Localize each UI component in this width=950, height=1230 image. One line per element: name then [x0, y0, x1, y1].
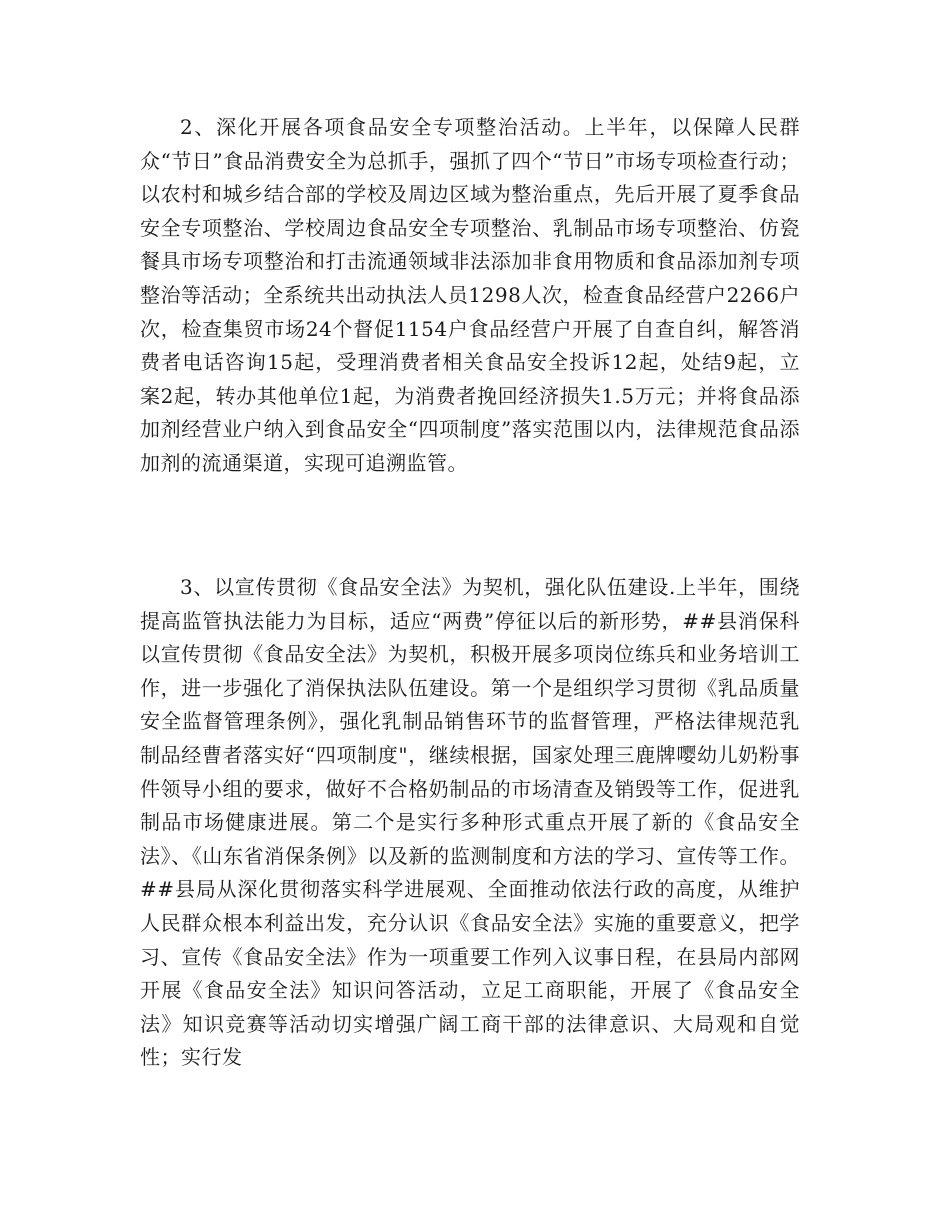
paragraph-food-safety-law-publicity: 3、以宣传贯彻《食品安全法》为契机，强化队伍建设.上半年，围绕提高监管执法能力为目标，适应“两费”停征以后的新形势，##县消保科以宣传贯彻《食品安全法》为契机，积极开展多项岗位练兵和业务培训工作，进一步强化了消保执法队伍建设。第一个是组织学习贯彻《乳品质量安全监督管理条例》，强化乳制品销售环节的监督管理，严格法律规范乳制品经曹者落实好“四项制度"，继续根据，国家处理三鹿牌嘤幼儿奶粉事件领导小组的要求，做好不合格奶制品的市场清查及销毁等工作，促进乳制品市场健康进展。第二个是实行多种形式重点开展了新的《食品安全法》、《山东省消保条例》以及新的监测制度和方法的学习、宣传等工作。##县局从深化贯彻落实科学进展观、全面推动依法行政的高度，从维护人民群众根本利益出发，充分认识《食品安全法》实施的重要意义，把学习、宣传《食品安全法》作为一项重要工作列入议事日程，在县局内部网开展《食品安全法》知识问答活动，立足工商职能，开展了《食品安全法》知识竞赛等活动切实增强广阔工商干部的法律意识、大局观和自觉性；实行发 [140, 575, 800, 1070]
paragraph-food-safety-campaign: 2、深化开展各项食品安全专项整治活动。上半年，以保障人民群众“节日”食品消费安全为总抓手，强抓了四个“节日”市场专项检查行动；以农村和城乡结合部的学校及周边区域为整治重点，先后开展了夏季食品安全专项整治、学校周边食品安全专项整治、乳制品市场专项整治、仿瓷餐具市场专项整治和打击流通领域非法添加非食用物质和食品添加剂专项整治等活动；全系统共出动执法人员1298人次，检查食品经营户2266户次，检查集贸市场24个督促1154户食品经营户开展了自查自纠，解答消费者电话咨询15起，受理消费者相关食品安全投诉12起，处结9起，立案2起，转办其他单位1起，为消费者挽回经济损失1.5万元；并将食品添加剂经营业户纳入到食品安全“四项制度”落实范围以内，法律规范食品添加剂的流通渠道，实现可追溯监管。 [140, 115, 800, 475]
